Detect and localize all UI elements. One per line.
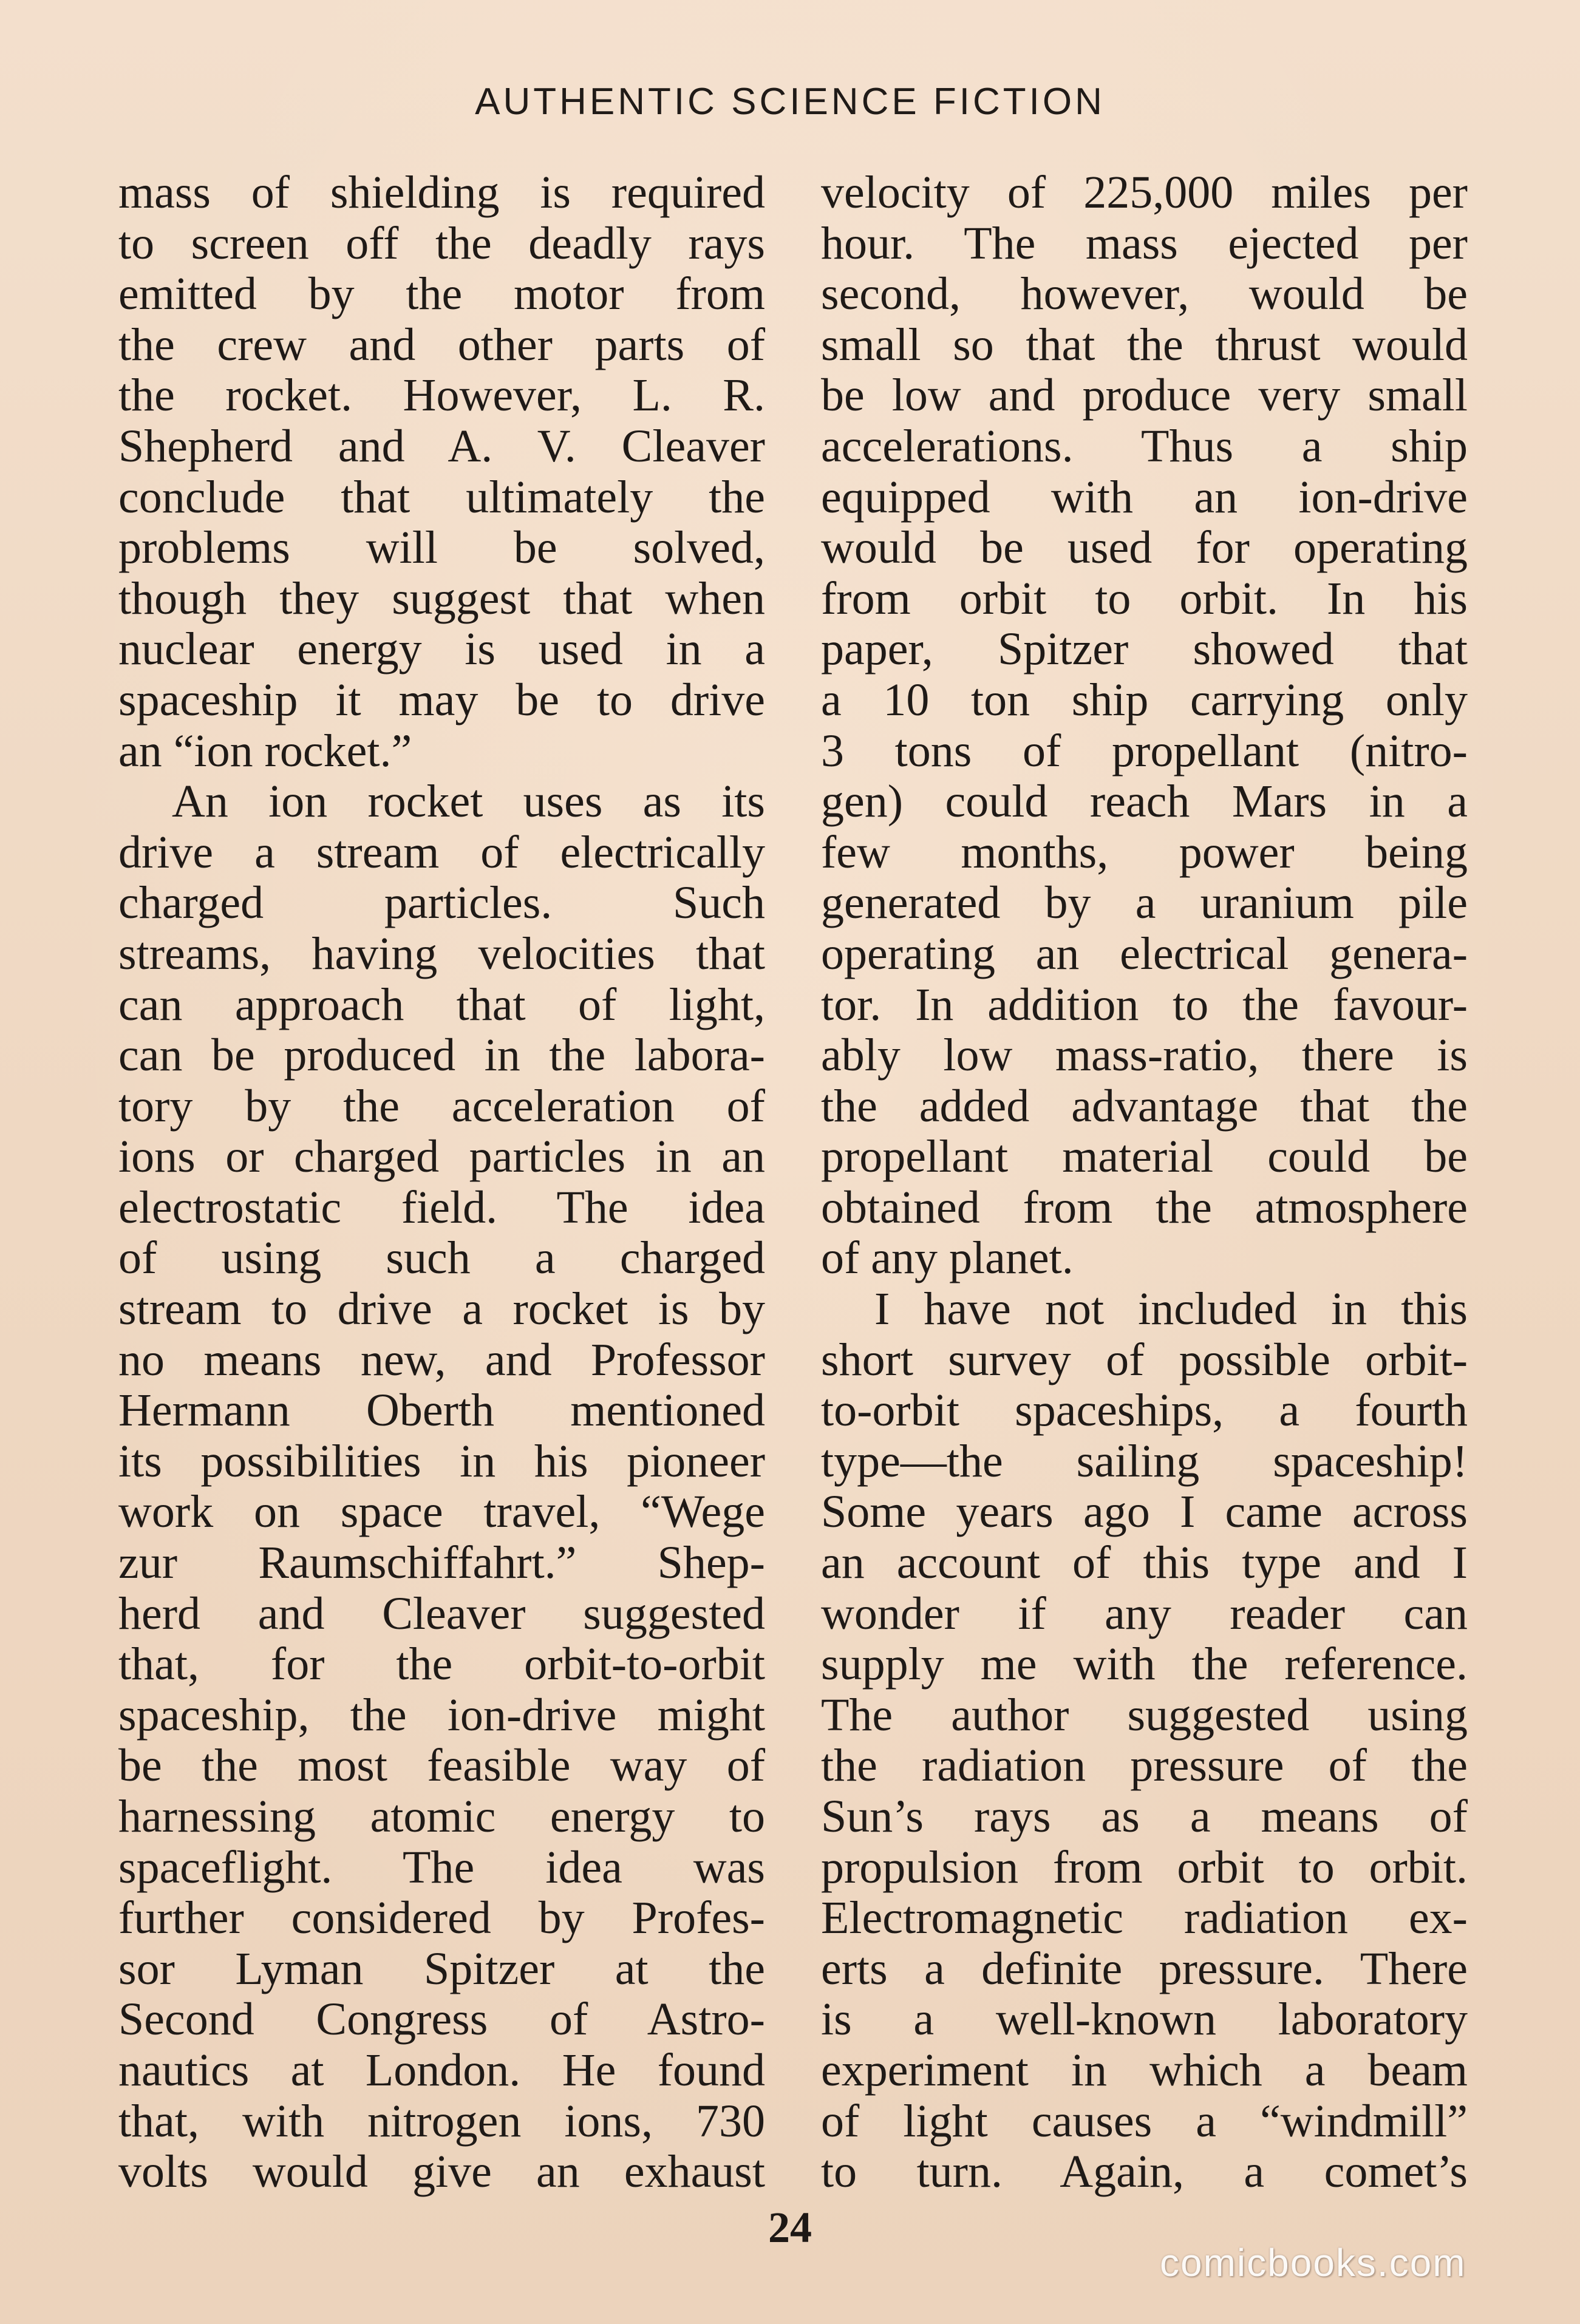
text-line: equipped with an ion-drive — [821, 471, 1468, 523]
text-line: its possibilities in his pioneer — [118, 1435, 765, 1487]
paragraph-start-line: An ion rocket uses as its — [172, 776, 765, 827]
text-line: is a well-known laboratory — [821, 1994, 1468, 2045]
text-line: type—the sailing spaceship! — [821, 1435, 1468, 1487]
text-line: small so that the thrust would — [821, 319, 1468, 370]
text-line: harnessing atomic energy to — [118, 1791, 765, 1842]
text-line: ably low mass-ratio, there is — [821, 1030, 1468, 1081]
text-line: to turn. Again, a comet’s — [821, 2146, 1468, 2198]
watermark-logo: comicbooks.com — [1160, 2241, 1466, 2285]
text-line: that, for the orbit-to-orbit — [118, 1639, 765, 1690]
text-line: generated by a uranium pile — [821, 877, 1468, 929]
text-line: electrostatic field. The idea — [118, 1181, 765, 1233]
text-line: paper, Spitzer showed that — [821, 623, 1468, 675]
text-line: erts a definite pressure. There — [821, 1943, 1468, 1994]
text-line: few months, power being — [821, 826, 1468, 878]
text-line: accelerations. Thus a ship — [821, 420, 1468, 472]
text-line: the radiation pressure of the — [821, 1740, 1468, 1792]
text-line: nautics at London. He found — [118, 2044, 765, 2096]
text-line: to screen off the deadly rays — [118, 217, 765, 269]
text-line: an “ion rocket.” — [118, 725, 412, 776]
text-line: would be used for operating — [821, 522, 1468, 574]
text-line: conclude that ultimately the — [118, 471, 765, 523]
text-line: that, with nitrogen ions, 730 — [118, 2095, 765, 2147]
text-line: Electromagnetic radiation ex- — [821, 1892, 1468, 1944]
text-line: operating an electrical genera- — [821, 928, 1468, 979]
running-title: AUTHENTIC SCIENCE FICTION — [475, 81, 1105, 123]
text-line: can approach that of light, — [118, 979, 765, 1030]
text-line: a 10 ton ship carrying only — [821, 674, 1468, 725]
text-line: propellant material could be — [821, 1131, 1468, 1183]
text-line: the rocket. However, L. R. — [118, 370, 765, 421]
text-line: zur Raumschiffahrt.” Shep- — [118, 1537, 765, 1589]
right-column — [821, 168, 1468, 2198]
text-line: Shepherd and A. V. Cleaver — [118, 420, 765, 472]
text-line: Hermann Oberth mentioned — [118, 1385, 765, 1436]
text-line: obtained from the atmosphere — [821, 1181, 1468, 1233]
text-line: of light causes a “windmill” — [821, 2095, 1468, 2147]
text-line: of any planet. — [821, 1232, 1074, 1284]
text-line: streams, having velocities that — [118, 928, 765, 979]
text-line: of using such a charged — [118, 1232, 765, 1284]
left-column — [118, 168, 765, 2198]
text-line: stream to drive a rocket is by — [118, 1283, 765, 1335]
text-line: be low and produce very small — [821, 370, 1468, 421]
text-line: drive a stream of electrically — [118, 826, 765, 878]
text-line: though they suggest that when — [118, 573, 765, 624]
text-line: propulsion from orbit to orbit. — [821, 1841, 1468, 1893]
text-line: from orbit to orbit. In his — [821, 573, 1468, 624]
text-line: emitted by the motor from — [118, 268, 765, 320]
text-line: work on space travel, “Wege — [118, 1486, 765, 1538]
text-line: velocity of 225,000 miles per — [821, 167, 1468, 218]
text-line: 3 tons of propellant (nitro- — [821, 725, 1468, 776]
text-line: experiment in which a beam — [821, 2044, 1468, 2096]
text-line: ions or charged particles in an — [118, 1131, 765, 1183]
text-line: can be produced in the labora- — [118, 1030, 765, 1081]
page-number: 24 — [768, 2203, 812, 2252]
text-line: volts would give an exhaust — [118, 2146, 765, 2198]
text-line: the added advantage that the — [821, 1080, 1468, 1132]
text-line: spaceflight. The idea was — [118, 1841, 765, 1893]
paragraph-start-line: I have not included in this — [874, 1283, 1468, 1335]
text-line: an account of this type and I — [821, 1537, 1468, 1589]
text-line: spaceship, the ion-drive might — [118, 1689, 765, 1741]
text-line: problems will be solved, — [118, 522, 765, 574]
text-line: be the most feasible way of — [118, 1740, 765, 1792]
text-line: supply me with the reference. — [821, 1639, 1468, 1690]
text-line: charged particles. Such — [118, 877, 765, 929]
text-line: no means new, and Professor — [118, 1334, 765, 1385]
text-line: further considered by Profes- — [118, 1892, 765, 1944]
text-line: wonder if any reader can — [821, 1588, 1468, 1639]
text-line: Sun’s rays as a means of — [821, 1791, 1468, 1842]
text-line: short survey of possible orbit- — [821, 1334, 1468, 1385]
text-line: Second Congress of Astro- — [118, 1994, 765, 2045]
text-line: to-orbit spaceships, a fourth — [821, 1385, 1468, 1436]
text-line: herd and Cleaver suggested — [118, 1588, 765, 1639]
text-line: second, however, would be — [821, 268, 1468, 320]
text-line: mass of shielding is required — [118, 167, 765, 218]
text-line: nuclear energy is used in a — [118, 623, 765, 675]
text-line: The author suggested using — [821, 1689, 1468, 1741]
text-line: sor Lyman Spitzer at the — [118, 1943, 765, 1994]
text-line: gen) could reach Mars in a — [821, 776, 1468, 827]
text-line: hour. The mass ejected per — [821, 217, 1468, 269]
text-line: Some years ago I came across — [821, 1486, 1468, 1538]
text-line: the crew and other parts of — [118, 319, 765, 370]
text-line: spaceship it may be to drive — [118, 674, 765, 725]
text-line: tor. In addition to the favour- — [821, 979, 1468, 1030]
text-line: tory by the acceleration of — [118, 1080, 765, 1132]
